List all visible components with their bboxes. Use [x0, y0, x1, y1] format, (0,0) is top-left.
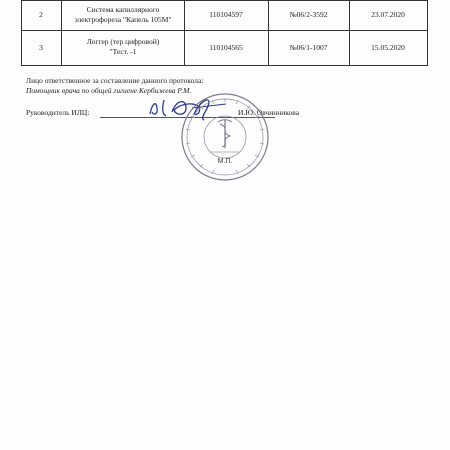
- certificate-number: №06/2-3592: [289, 10, 328, 19]
- responsible-name: Помощник врача по общей гигиене Кербижева Р.М.: [26, 86, 192, 95]
- row-number: 3: [39, 43, 43, 52]
- table-border: [21, 65, 428, 66]
- certificate-number: №06/1-1007: [289, 43, 328, 52]
- certificate-date: 15.05.2020: [371, 43, 405, 52]
- head-name: И.Ю. Овчинникова: [238, 108, 300, 117]
- head-label: Руководитель ИЛЦ:: [26, 108, 90, 117]
- certificate-date: 23.07.2020: [371, 10, 405, 19]
- round-stamp: [180, 92, 270, 182]
- device-name-line2: электрофореза "Капель 105М": [74, 15, 172, 24]
- equipment-table: [21, 0, 428, 66]
- serial-number: 110104597: [209, 10, 243, 19]
- row-number: 2: [39, 10, 43, 19]
- device-name-line2: "Тест. -1: [109, 47, 137, 56]
- stamp-mp-label: М.П.: [217, 158, 233, 165]
- device-name-line1: Логгер (тер цифровой): [86, 37, 160, 46]
- table-border: [21, 0, 428, 1]
- table-row-divider: [21, 30, 428, 31]
- table-border: [427, 0, 428, 66]
- table-col-divider: [61, 0, 62, 66]
- responsible-label: Лицо ответственное за составление данного протокола:: [26, 76, 204, 85]
- serial-number: 110104565: [209, 43, 243, 52]
- device-name-line1: Система капиллярного: [86, 5, 160, 14]
